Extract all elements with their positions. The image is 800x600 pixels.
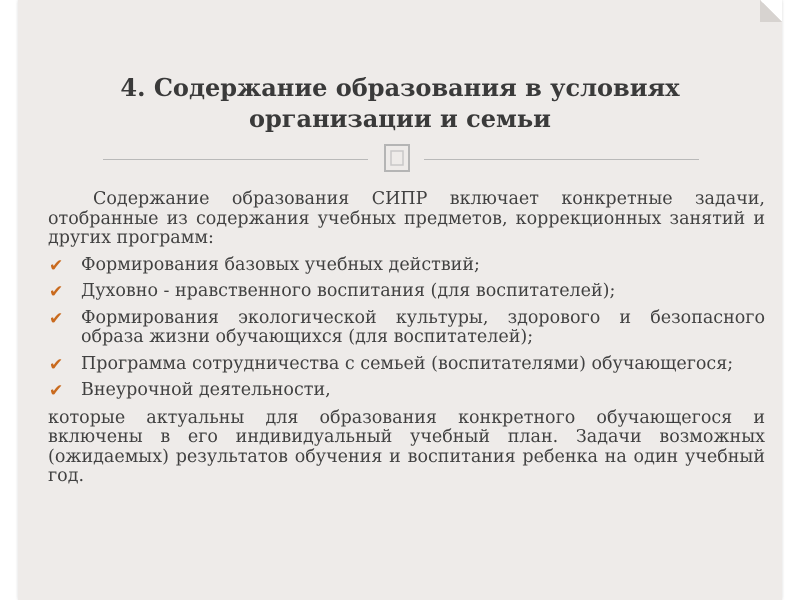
divider-ornament-icon [383, 141, 411, 174]
list-item: ✔ Формирования экологической культуры, здорового и безопасного образа жизни обучающихся (для воспитателей); [49, 307, 765, 347]
divider-line-left [103, 159, 368, 160]
outro-paragraph: которые актуальны для образования конкретного обучающегося и включены в его индивидуальный учебный план. Задачи возможных (ожидаемых) результатов обучения и воспитания ребенка на один учебный год. [48, 407, 765, 486]
list-item: ✔ Духовно - нравственного воспитания (для воспитателей); [49, 281, 616, 302]
divider-line-right [424, 159, 699, 160]
checkmark-icon: ✔ [49, 282, 64, 302]
checkmark-icon: ✔ [49, 308, 64, 329]
list-item: ✔ Программа сотрудничества с семьей (воспитателями) обучающегося; [49, 353, 734, 375]
slide-title: 4. Содержание образования в условиях организации и семьи [120, 73, 680, 133]
checkmark-icon: ✔ [49, 354, 64, 375]
intro-paragraph: Содержание образования СИПР включает конкретные задачи, отобранные из содержания учебных предметов, коррекционных занятий и других программ: [48, 189, 765, 248]
checklist [48, 256, 765, 401]
page-curl-corner [760, 0, 782, 22]
slide-body [48, 190, 765, 487]
checkmark-icon: ✔ [49, 381, 64, 401]
slide [18, 0, 782, 600]
list-item: ✔ Внеурочной деятельности, [49, 380, 331, 401]
checkmark-icon: ✔ [49, 255, 64, 276]
list-item: ✔ Формирования базовых учебных действий; [49, 254, 480, 276]
